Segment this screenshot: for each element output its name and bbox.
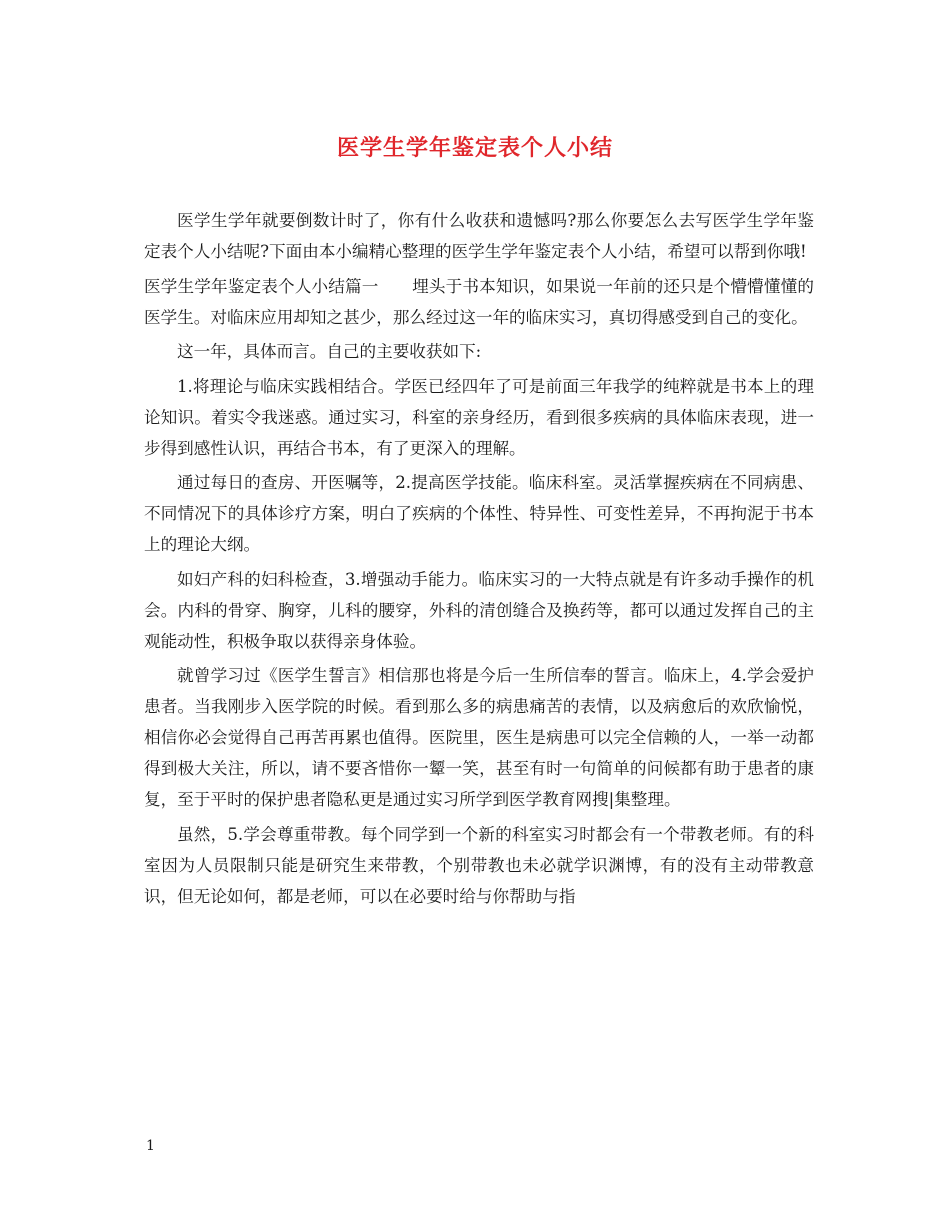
page-number: 1 [146, 1138, 155, 1154]
document-title: 医学生学年鉴定表个人小结 [336, 135, 613, 161]
point-5-paragraph: 虽然，5.学会尊重带教。每个同学到一个新的科室实习时都会有一个带教老师。有的科室因为人员限制只能是研究生来带教，个别带教也未必就学识渊博，有的没有主动带教意识，但无论如何，都是老师，可以在必要时给与你帮助与指 [144, 824, 814, 906]
point-2-paragraph: 通过每日的查房、开医嘱等，2.提高医学技能。临床科室。灵活掌握疾病在不同病患、不同情况下的具体诊疗方案，明白了疾病的个体性、特异性、可变性差异，不再拘泥于书本上的理论大纲。 [144, 473, 814, 554]
point-1-paragraph: 1.将理论与临床实践相结合。学医已经四年了可是前面三年我学的纯粹就是书本上的理论知识。着实令我迷惑。通过实习，科室的亲身经历，看到很多疾病的具体临床表现，进一步得到感性认识，再结合书本，有了更深入的理解。 [144, 376, 814, 458]
summary-intro-paragraph: 这一年，具体而言。自己的主要收获如下: [177, 342, 482, 361]
document-body [144, 205, 814, 915]
section-heading-paragraph: 医学生学年鉴定表个人小结篇一 埋头于书本知识，如果说一年前的还只是个懵懵懂懂的医学生。对临床应用却知之甚少，那么经过这一年的临床实习，真切得感受到自己的变化。 [144, 276, 814, 327]
point-4-paragraph: 就曾学习过《医学生誓言》相信那也将是今后一生所信奉的誓言。临床上，4.学会爱护患者。当我刚步入医学院的时候。看到那么多的病患痛苦的表情，以及病愈后的欢欣愉悦，相信你必会觉得自己再苦再累也值得。医院里，医生是病患可以完全信赖的人，一举一动都得到极大关注，所以，请不要吝惜你一颦一笑，甚至有时一句简单的问候都有助于患者的康复，至于平时的保护患者隐私更是通过实习所学到医学教育网搜|集整理。 [144, 666, 814, 809]
intro-paragraph: 医学生学年就要倒数计时了，你有什么收获和遗憾吗?那么你要怎么去写医学生学年鉴定表个人小结呢?下面由本小编精心整理的医学生学年鉴定表个人小结，希望可以帮到你哦! [144, 211, 814, 261]
point-3-paragraph: 如妇产科的妇科检查，3.增强动手能力。临床实习的一大特点就是有许多动手操作的机会。内科的骨穿、胸穿，儿科的腰穿，外科的清创缝合及换药等，都可以通过发挥自己的主观能动性，积极争取以获得亲身体验。 [144, 569, 814, 651]
